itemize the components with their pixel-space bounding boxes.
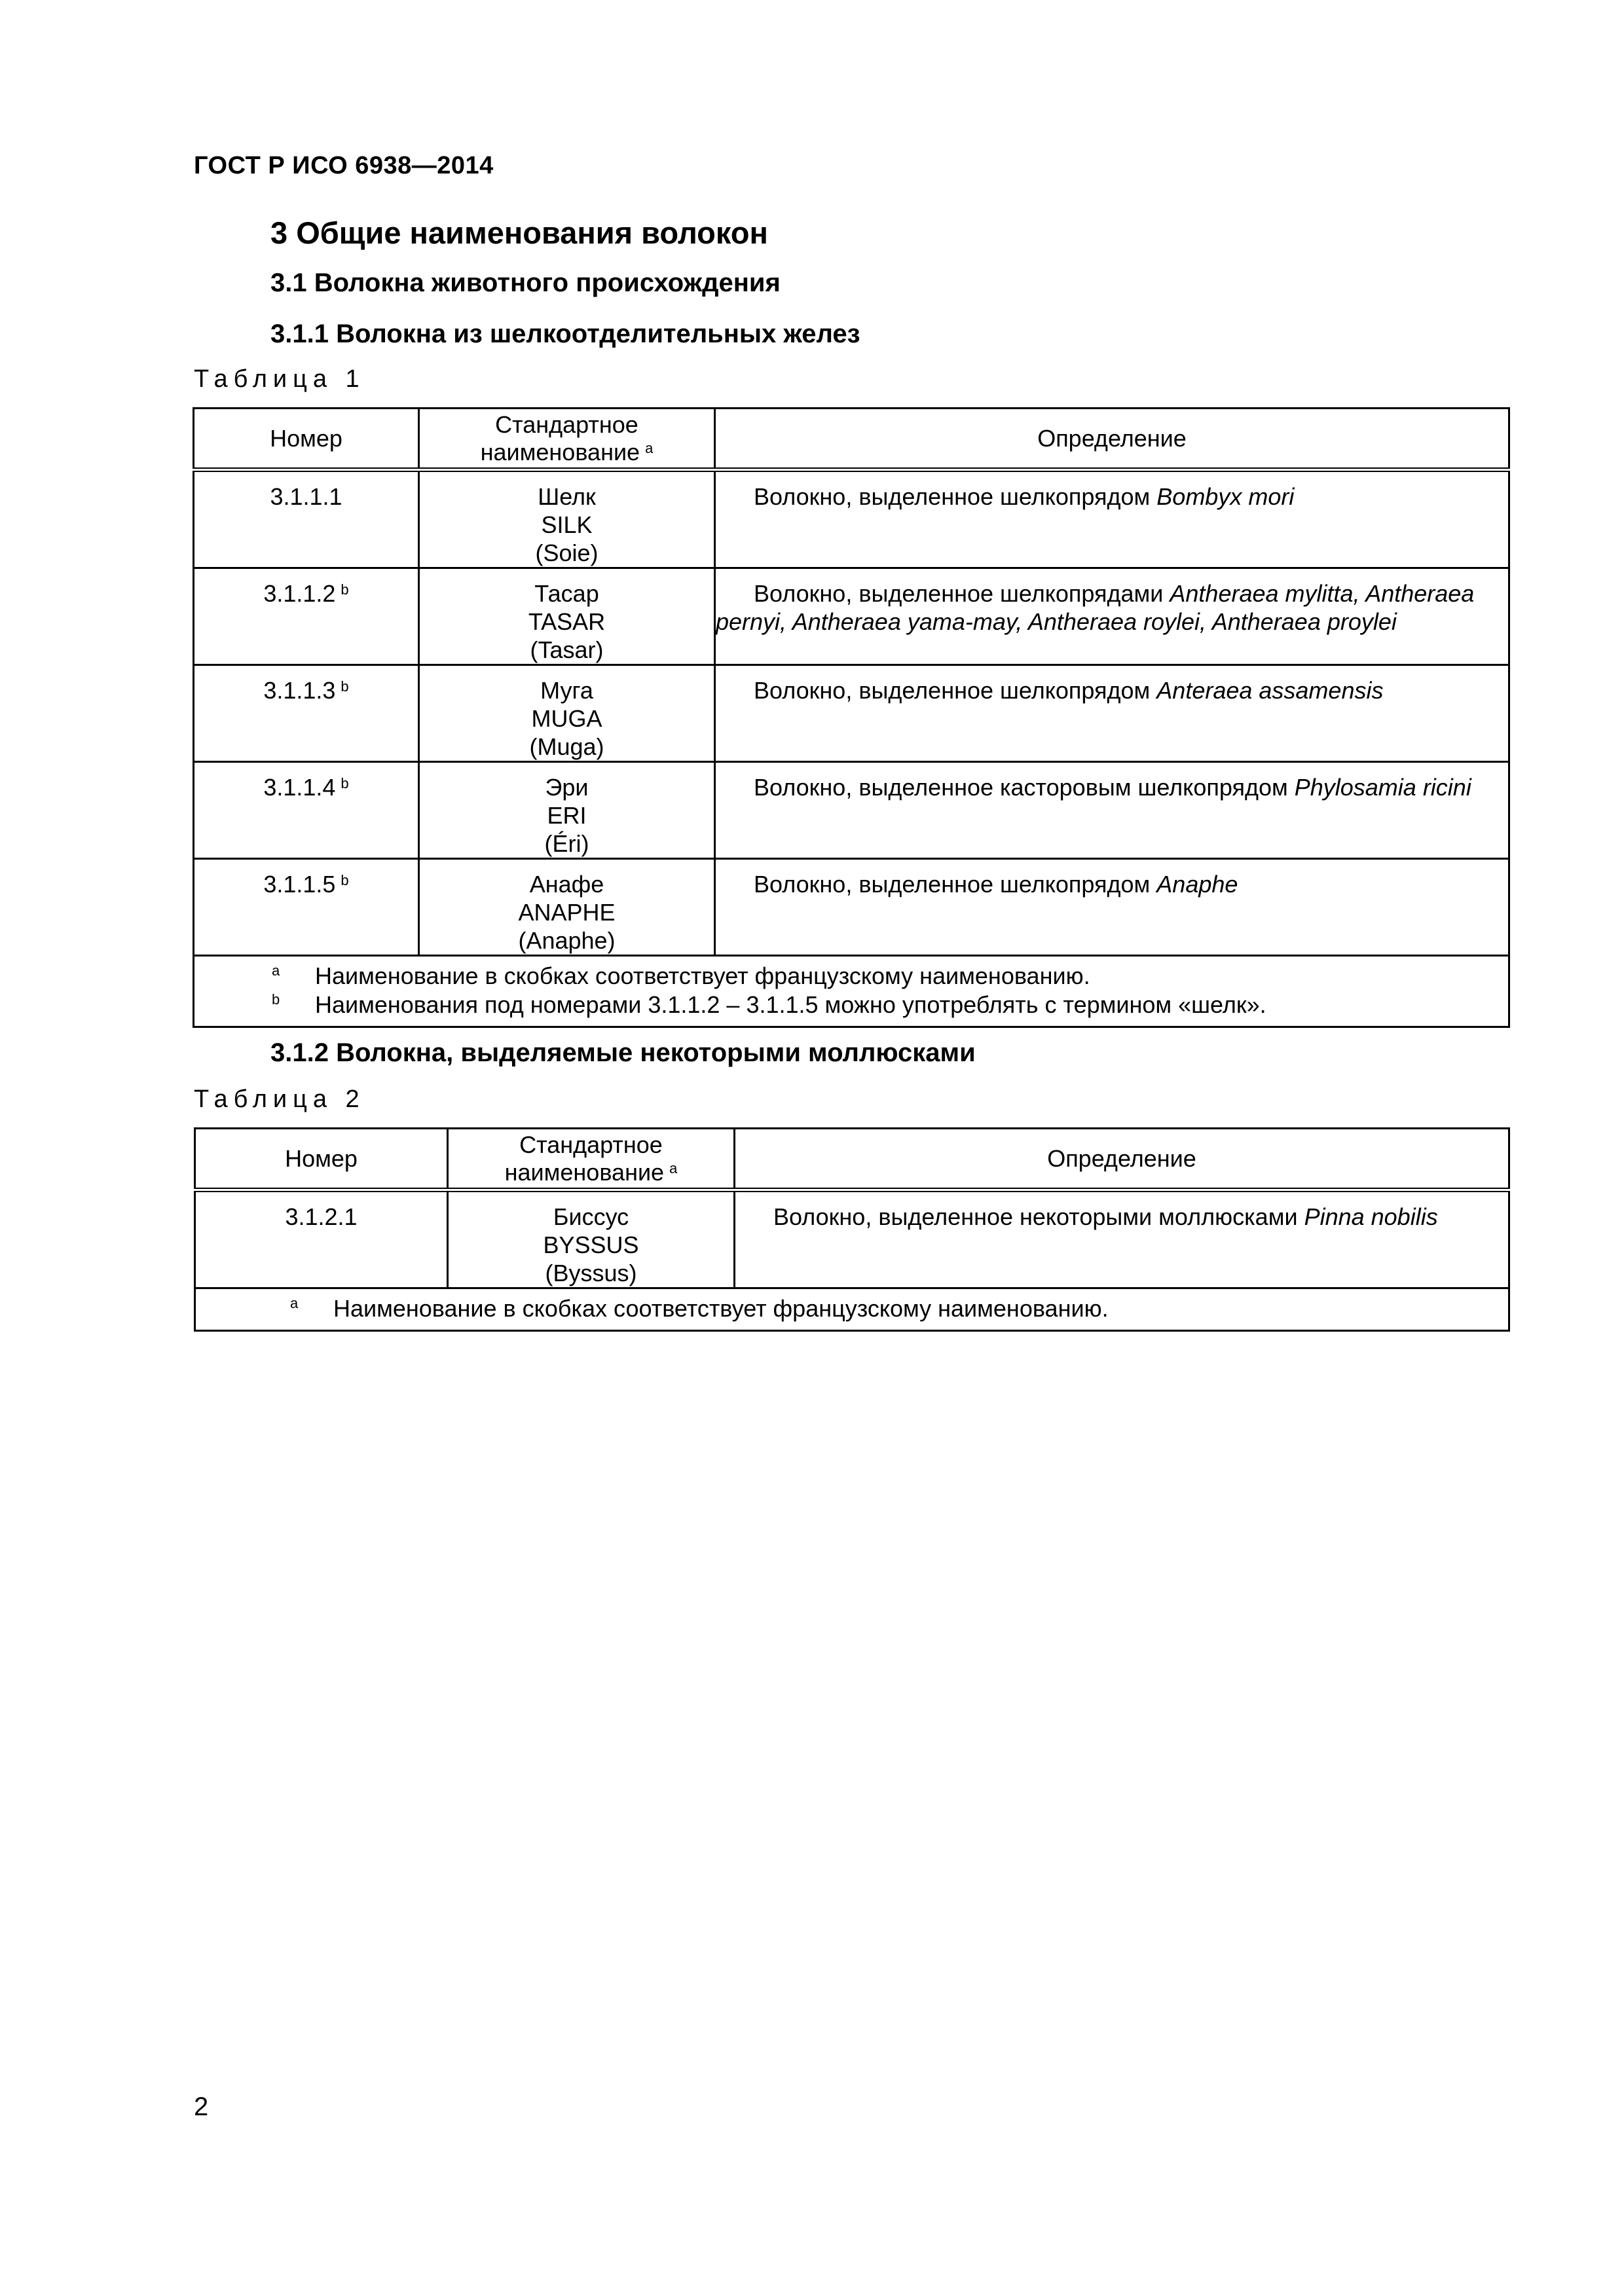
species-name: Phylosamia ricini: [1294, 774, 1471, 801]
row-definition: Волокно, выделенное шелкопрядом Anteraea assamensis: [715, 665, 1509, 762]
row-definition: Волокно, выделенное касторовым шелкопрядом Phylosamia ricini: [715, 762, 1509, 859]
footnote-text: Наименования под номерами 3.1.1.2 – 3.1.1.5 можно употреблять с термином «шелк».: [315, 991, 1266, 1018]
footnote-mark: a: [669, 1159, 678, 1176]
table-row: [194, 470, 1509, 568]
species-name: Anteraea assamensis: [1156, 677, 1384, 704]
table2-caption: Таблица 2: [194, 1085, 365, 1113]
col-header-definition: Определение: [735, 1129, 1509, 1190]
footnote-mark: b: [341, 581, 349, 598]
footnote-mark: b: [341, 678, 349, 695]
row-number: 3.1.1.5 $^b$: [194, 859, 419, 956]
row-standard-name: Биссус BYSSUS (Byssus): [448, 1190, 735, 1288]
row-number: 3.1.1.1: [194, 470, 419, 568]
footnote-mark: b: [341, 775, 349, 792]
row-number: 3.1.1.4 $^b$: [194, 762, 419, 859]
col-header-name-line2: наименование: [480, 438, 640, 465]
table-row: [195, 1190, 1509, 1288]
table-row: [194, 762, 1509, 859]
footnote-a: a Наименование в скобках соответствует французскому наименованию.: [290, 1295, 1109, 1322]
subsection-heading-3-1-1: 3.1.1 Волокна из шелкоотделительных желез: [270, 319, 860, 348]
row-number: 3.1.1.2 $^b$: [194, 568, 419, 665]
table-1: [193, 407, 1510, 1028]
subsection-heading-3-1-2: 3.1.2 Волокна, выделяемые некоторыми моллюсками: [270, 1038, 976, 1067]
col-header-name-line1: Стандартное: [495, 410, 638, 438]
col-header-standard-name: [448, 1129, 735, 1190]
table1-header-row: [194, 409, 1509, 470]
species-name: Pinna nobilis: [1304, 1203, 1438, 1230]
col-header-number: Номер: [195, 1129, 448, 1190]
row-definition: Волокно, выделенное шелкопрядом Bombyx mori: [715, 470, 1509, 568]
table2-footnotes: [195, 1288, 1509, 1331]
col-header-standard-name: [419, 409, 715, 470]
footnote-b: b Наименования под номерами 3.1.1.2 – 3.1.1.5 можно употреблять с термином «шелк».: [272, 991, 1266, 1018]
row-standard-name: Анафе ANAPHE (Anaphe): [419, 859, 715, 956]
row-definition: Волокно, выделенное шелкопрядами Antheraea mylitta, Antheraea pernyi, Antheraea yama-may, Antheraea roylei, Antheraea proylei: [715, 568, 1509, 665]
col-header-number: Номер: [194, 409, 419, 470]
table2-header-row: [195, 1129, 1509, 1190]
table-2: [194, 1127, 1510, 1332]
section-title: 3 Общие наименования волокон: [270, 215, 768, 250]
table1-caption: Таблица 1: [194, 365, 365, 393]
species-name: Anaphe: [1156, 871, 1238, 898]
species-name: Bombyx mori: [1156, 483, 1295, 510]
species-name: Antheraea mylitta, Antheraea pernyi, Antheraea yama-may, Antheraea roylei, Antheraea proylei: [716, 580, 1475, 635]
subsection-heading-3-1: 3.1 Волокна животного происхождения: [270, 268, 781, 297]
footnote-mark: a: [645, 439, 654, 456]
table-row: [194, 665, 1509, 762]
row-standard-name: Эри ERI (Éri): [419, 762, 715, 859]
row-standard-name: Шелк SILK (Soie): [419, 470, 715, 568]
table1-footnotes: [194, 956, 1509, 1027]
row-standard-name: Муга MUGA (Muga): [419, 665, 715, 762]
document-header: ГОСТ Р ИСО 6938—2014: [194, 152, 494, 179]
footnote-a: a Наименование в скобках соответствует французскому наименованию.: [272, 962, 1090, 989]
row-number: 3.1.2.1: [195, 1190, 448, 1288]
col-header-definition: Определение: [715, 409, 1509, 470]
footnote-mark: b: [341, 872, 349, 888]
row-number: 3.1.1.3 $^b$: [194, 665, 419, 762]
footnote-text: Наименование в скобках соответствует французскому наименованию.: [315, 962, 1090, 989]
row-definition: Волокно, выделенное шелкопрядом Anaphe: [715, 859, 1509, 956]
row-standard-name: Тасар TASAR (Tasar): [419, 568, 715, 665]
col-header-name-line2: наименование: [504, 1158, 665, 1186]
page-number: 2: [194, 2092, 209, 2121]
footnote-text: Наименование в скобках соответствует французскому наименованию.: [333, 1295, 1109, 1322]
col-header-name-line1: Стандартное: [519, 1131, 663, 1158]
table-row: [194, 859, 1509, 956]
table-row: [194, 568, 1509, 665]
row-definition: Волокно, выделенное некоторыми моллюсками Pinna nobilis: [735, 1190, 1509, 1288]
